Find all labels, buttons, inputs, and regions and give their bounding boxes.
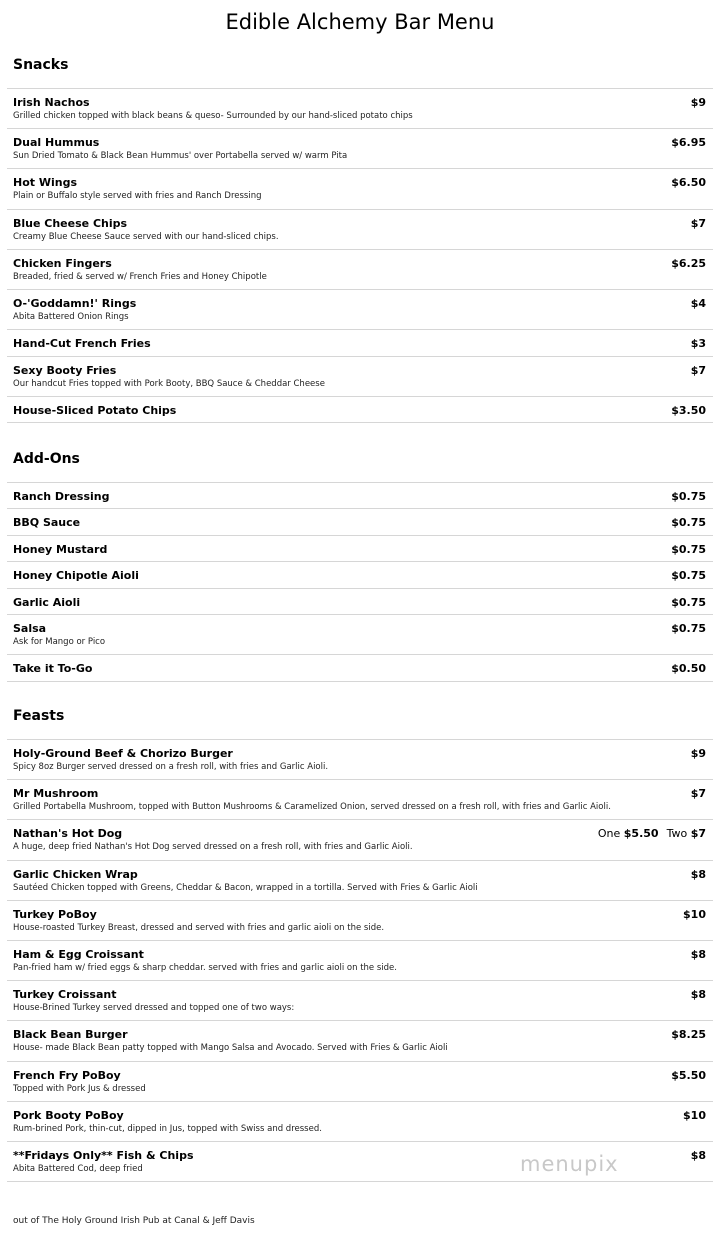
item-description: Pan-fried ham w/ fried eggs & sharp cheddar. served with fries and garlic aioli on the side. xyxy=(13,962,397,973)
footer-note: out of The Holy Ground Irish Pub at Canal & Jeff Davis xyxy=(13,1216,255,1226)
item-name: Chicken Fingers xyxy=(13,256,112,270)
snacks-section xyxy=(0,52,720,423)
menu-item-row xyxy=(7,89,713,129)
item-price: $4 xyxy=(690,296,706,310)
item-name: Turkey Croissant xyxy=(13,988,117,1002)
item-price: $9 xyxy=(690,747,706,760)
item-price: $8 xyxy=(690,1148,706,1162)
menu-title: Edible Alchemy Bar Menu xyxy=(225,10,495,34)
item-description: Breaded, fried & served w/ French Fries and Honey Chipotle xyxy=(13,271,267,282)
item-price: $5.50 xyxy=(671,1068,706,1082)
item-description: Plain or Buffalo style served with fries and Ranch Dressing xyxy=(13,191,262,202)
item-name: Garlic Chicken Wrap xyxy=(13,867,138,881)
item-price: $7 xyxy=(690,216,706,230)
menu-item-row xyxy=(7,780,713,820)
item-price: $0.75 xyxy=(671,595,706,609)
addons-section xyxy=(0,446,720,682)
item-description: House- made Black Bean patty topped with Mango Salsa and Avocado. Served with Fries & Garlic Aioli xyxy=(13,1043,448,1054)
item-name: Black Bean Burger xyxy=(13,1028,128,1042)
item-name: Hot Wings xyxy=(13,176,78,190)
section-title: Feasts xyxy=(13,708,65,724)
item-description: A huge, deep fried Nathan's Hot Dog served dressed on a fresh roll, with fries and Garlic Aioli. xyxy=(13,842,413,853)
section-title: Add-Ons xyxy=(13,451,80,467)
item-name: Honey Mustard xyxy=(13,542,108,556)
item-price: $0.75 xyxy=(671,516,706,530)
item-name: French Fry PoBoy xyxy=(13,1068,121,1082)
menu-item-row xyxy=(7,129,713,169)
item-price: $3.50 xyxy=(671,403,706,417)
menu-item-row xyxy=(7,901,713,941)
menu-item-row xyxy=(7,740,713,780)
item-name: Nathan's Hot Dog xyxy=(13,827,123,841)
item-name: Sexy Booty Fries xyxy=(13,363,117,377)
menu-item-row xyxy=(7,169,713,209)
item-description: Grilled Portabella Mushroom, topped with Button Mushrooms & Caramelized Onion, served dressed on a fresh roll, with fries and Garlic Aioli. xyxy=(13,802,611,813)
price-option-value: $7 xyxy=(690,827,706,841)
item-price: $8 xyxy=(690,867,706,881)
menu-item-row xyxy=(7,290,713,330)
item-price: $6.25 xyxy=(671,256,706,270)
item-name: Mr Mushroom xyxy=(13,787,99,801)
item-description: Sun Dried Tomato & Black Bean Hummus' over Portabella served w/ warm Pita xyxy=(13,151,348,162)
item-name: Dual Hummus xyxy=(13,136,100,150)
item-name: Ranch Dressing xyxy=(13,490,110,503)
menu-item-row xyxy=(7,397,713,423)
price-option-value: $5.50 xyxy=(623,827,659,841)
item-name: Garlic Aioli xyxy=(13,595,81,609)
item-price: $8.25 xyxy=(671,1028,706,1042)
item-price: $8 xyxy=(690,988,706,1002)
item-name: Ham & Egg Croissant xyxy=(13,947,144,961)
item-description: Rum-brined Pork, thin-cut, dipped in Jus, topped with Swiss and dressed. xyxy=(13,1123,322,1134)
menu-item-row xyxy=(7,357,713,397)
item-price: $0.50 xyxy=(671,662,706,676)
watermark-logo: menupix xyxy=(520,1152,619,1176)
item-description: Creamy Blue Cheese Sauce served with our hand-sliced chips. xyxy=(13,231,279,242)
item-description: House-Brined Turkey served dressed and topped one of two ways: xyxy=(13,1003,295,1014)
item-name: Irish Nachos xyxy=(13,96,90,109)
menu-item-row xyxy=(7,509,713,535)
item-price-options xyxy=(598,827,706,840)
price-option-label: One xyxy=(597,827,621,841)
item-description: Sautéed Chicken topped with Greens, Cheddar & Bacon, wrapped in a tortilla. Served with Fries & Garlic Aioli xyxy=(13,882,478,893)
item-name: Blue Cheese Chips xyxy=(13,216,128,230)
item-name: BBQ Sauce xyxy=(13,516,81,530)
item-description: Grilled chicken topped with black beans & queso- Surrounded by our hand-sliced potato chips xyxy=(13,111,413,121)
item-name: Turkey PoBoy xyxy=(13,907,97,921)
menu-item-row xyxy=(7,981,713,1021)
menu-item-row xyxy=(7,562,713,588)
item-price: $0.75 xyxy=(671,621,706,635)
item-price: $0.75 xyxy=(671,542,706,556)
item-price: $3 xyxy=(690,337,706,351)
menu-item-row xyxy=(7,250,713,290)
item-price: $8 xyxy=(690,947,706,961)
item-description: Topped with Pork Jus & dressed xyxy=(13,1083,146,1094)
menu-item-row xyxy=(7,941,713,981)
menu-item-row xyxy=(7,536,713,562)
menu-item-row xyxy=(7,615,713,655)
item-description: Ask for Mango or Pico xyxy=(13,636,106,647)
item-price: $0.75 xyxy=(671,569,706,583)
item-price: $6.50 xyxy=(671,176,706,190)
item-name: **Fridays Only** Fish & Chips xyxy=(13,1148,194,1162)
menu-item-row xyxy=(7,589,713,615)
item-name: House-Sliced Potato Chips xyxy=(13,403,177,417)
addons-list xyxy=(7,482,713,682)
item-name: Hand-Cut French Fries xyxy=(13,337,151,351)
snacks-list xyxy=(7,88,713,423)
item-name: Salsa xyxy=(13,621,47,635)
menu-item-row xyxy=(7,820,713,860)
item-name: O-'Goddamn!' Rings xyxy=(13,296,137,310)
menu-item-row xyxy=(7,483,713,509)
menu-item-row xyxy=(7,1021,713,1061)
item-description: Our handcut Fries topped with Pork Booty, BBQ Sauce & Cheddar Cheese xyxy=(13,378,325,389)
item-name: Take it To-Go xyxy=(13,662,93,676)
menu-item-row xyxy=(7,1062,713,1102)
item-description: Abita Battered Cod, deep fried xyxy=(13,1163,143,1174)
item-price: $0.75 xyxy=(671,490,706,503)
item-description: House-roasted Turkey Breast, dressed and served with fries and garlic aioli on the side. xyxy=(13,922,385,933)
item-price: $10 xyxy=(683,907,706,921)
item-price: $9 xyxy=(690,96,706,109)
feasts-section xyxy=(0,703,720,1182)
feasts-list xyxy=(7,739,713,1182)
item-name: Honey Chipotle Aioli xyxy=(13,569,139,583)
menu-item-row xyxy=(7,210,713,250)
menu-item-row xyxy=(7,1102,713,1142)
price-option-label: Two xyxy=(666,827,688,841)
item-name: Pork Booty PoBoy xyxy=(13,1108,124,1122)
item-price: $7 xyxy=(690,363,706,377)
section-title: Snacks xyxy=(13,57,69,73)
item-price: $6.95 xyxy=(671,136,706,150)
item-price: $7 xyxy=(690,787,706,801)
item-price: $10 xyxy=(683,1108,706,1122)
item-description: Abita Battered Onion Rings xyxy=(13,311,129,322)
menu-item-row xyxy=(7,861,713,901)
menu-item-row xyxy=(7,655,713,681)
menu-item-row xyxy=(7,330,713,356)
item-name: Holy-Ground Beef & Chorizo Burger xyxy=(13,747,233,760)
item-description: Spicy 8oz Burger served dressed on a fresh roll, with fries and Garlic Aioli. xyxy=(13,762,329,772)
